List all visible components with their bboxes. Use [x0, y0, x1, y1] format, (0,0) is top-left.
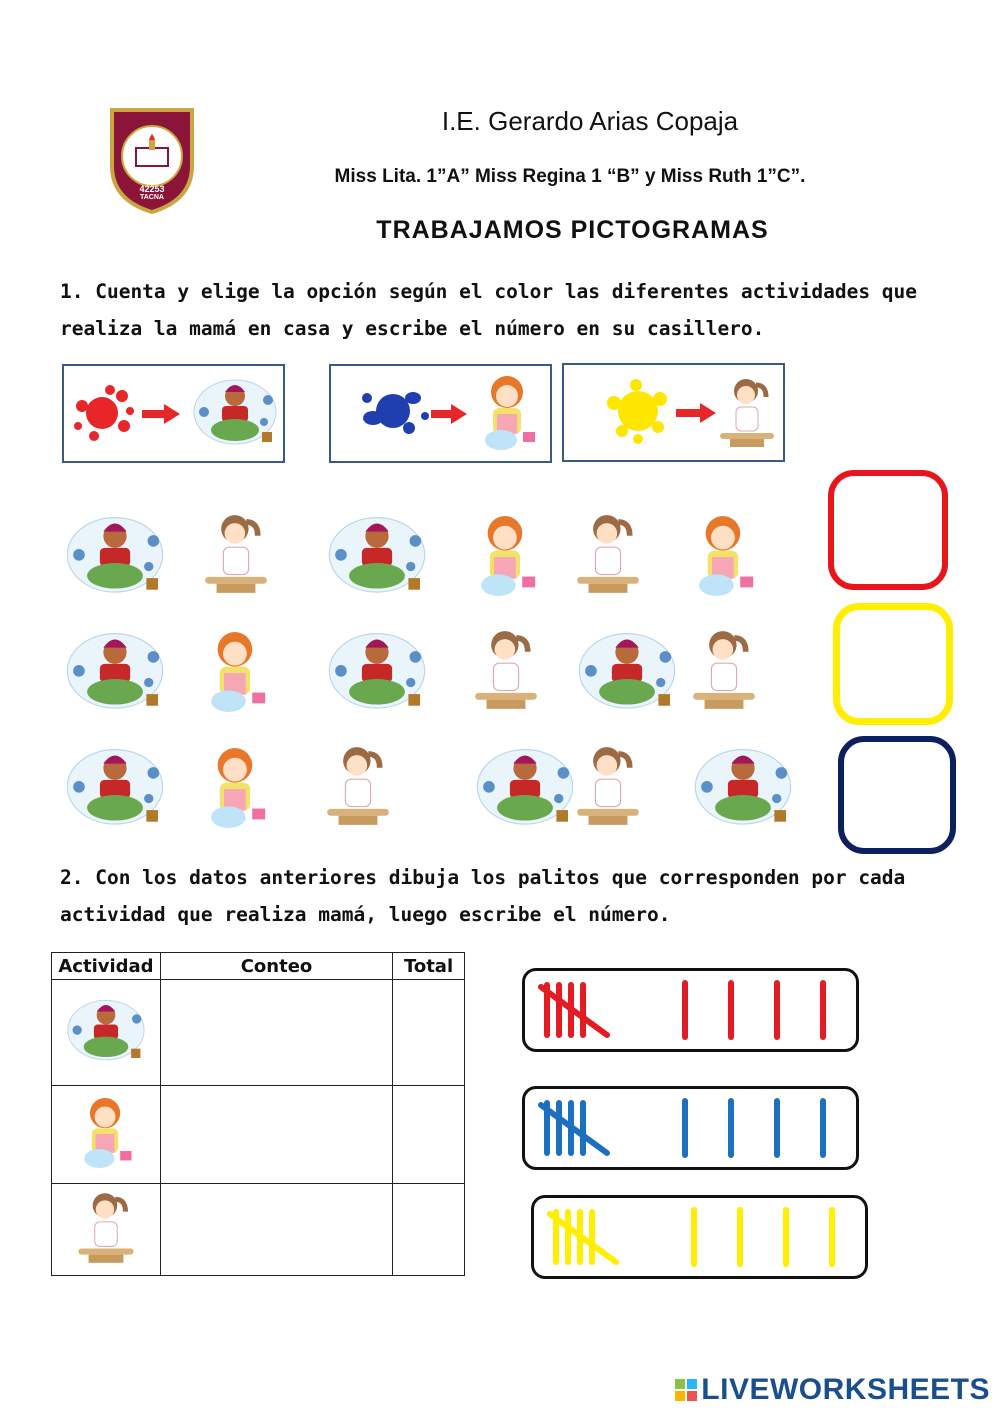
col-header-count: Conteo: [160, 953, 392, 980]
col-header-activity: Actividad: [52, 953, 161, 980]
washing-clothes-icon: [466, 738, 584, 838]
cooking-icon: [568, 506, 648, 602]
table-row: [52, 1086, 465, 1184]
washing-dishes-picture: [196, 738, 276, 842]
school-name: I.E. Gerardo Arias Copaja: [441, 106, 739, 136]
table-row: [52, 980, 465, 1086]
cooking-icon: [568, 738, 648, 834]
tally-table: [51, 952, 465, 1276]
tally-option-blue[interactable]: [522, 1086, 859, 1170]
tally-option-red[interactable]: [522, 968, 859, 1052]
picture-grid: [56, 506, 786, 846]
washing-clothes-icon: [684, 738, 802, 838]
worksheet-title: TRABAJAMOS PICTOGRAMAS: [376, 216, 769, 244]
washing-clothes-icon: [318, 506, 436, 606]
col-header-total: Total: [393, 953, 465, 980]
question-2-line-2: actividad que realiza mamá, luego escribe el número.: [60, 903, 671, 926]
washing-dishes-icon: [71, 1087, 141, 1179]
washing-clothes-icon: [66, 991, 146, 1071]
washing-dishes-icon: [466, 506, 546, 606]
tally-option-yellow[interactable]: [531, 1195, 868, 1279]
cooking-icon: [318, 738, 398, 834]
activity-cell: [52, 1184, 161, 1276]
washing-clothes-icon: [568, 622, 686, 722]
count-cell[interactable]: [160, 980, 392, 1086]
table-row: [52, 1184, 465, 1276]
legend-box-yellow: [562, 363, 785, 462]
cooking-icon: [466, 622, 546, 718]
school-logo: [106, 104, 198, 216]
brand-footer: [675, 1373, 990, 1407]
count-cell[interactable]: [160, 1184, 392, 1276]
liveworksheets-logo-icon: [675, 1375, 697, 1397]
washing-clothes-icon: [56, 622, 174, 722]
cooking-icon: [684, 622, 764, 718]
washing-clothes-icon: [192, 370, 278, 460]
cooking-picture: [318, 738, 398, 838]
cooking-picture: [568, 506, 648, 606]
cooking-icon: [716, 371, 778, 459]
washing-dishes-icon: [684, 506, 764, 606]
question-1-line-1: 1. Cuenta y elige la opción según el color las diferentes actividades que: [60, 280, 918, 303]
logo-code: 42253: [139, 184, 165, 194]
cooking-icon: [196, 506, 276, 602]
washing-dishes-icon: [196, 738, 276, 838]
washing-dishes-picture: [684, 506, 764, 610]
total-cell[interactable]: [393, 980, 465, 1086]
logo-city: TACNA: [140, 194, 164, 201]
total-cell[interactable]: [393, 1184, 465, 1276]
washing-clothes-picture: [684, 738, 802, 842]
question-2-line-1: 2. Con los datos anteriores dibuja los palitos que corresponden por cada: [60, 866, 906, 889]
washing-clothes-picture: [318, 622, 436, 726]
activity-cell: [52, 1086, 161, 1184]
teachers-line: Miss Lita. 1”A” Miss Regina 1 “B” y Miss Ruth 1”C”.: [334, 166, 806, 187]
washing-clothes-icon: [56, 506, 174, 606]
answer-box-yellow[interactable]: [833, 603, 953, 725]
washing-dishes-icon: [196, 622, 276, 722]
legend-box-blue: [329, 364, 552, 463]
total-cell[interactable]: [393, 1086, 465, 1184]
washing-clothes-picture: [318, 506, 436, 610]
cooking-picture: [196, 506, 276, 606]
washing-clothes-icon: [318, 622, 436, 722]
washing-clothes-picture: [56, 622, 174, 726]
answer-box-navy[interactable]: [838, 736, 956, 854]
washing-clothes-picture: [56, 506, 174, 610]
activity-cell: [52, 980, 161, 1086]
cooking-picture: [466, 622, 546, 722]
washing-dishes-picture: [466, 506, 546, 610]
question-2: [60, 859, 940, 933]
answer-box-red[interactable]: [828, 470, 948, 590]
cooking-icon: [71, 1185, 141, 1271]
question-1-line-2: realiza la mamá en casa y escribe el número en su casillero.: [60, 317, 765, 340]
washing-dishes-icon: [471, 370, 545, 460]
question-1: [60, 273, 940, 347]
washing-clothes-picture: [56, 738, 174, 842]
legend-box-red: [62, 364, 285, 463]
cooking-picture: [568, 738, 648, 838]
washing-clothes-picture: [568, 622, 686, 726]
washing-dishes-picture: [196, 622, 276, 726]
count-cell[interactable]: [160, 1086, 392, 1184]
washing-clothes-picture: [466, 738, 584, 842]
brand-name: LIVEWORKSHEETS: [701, 1373, 990, 1406]
cooking-picture: [684, 622, 764, 722]
washing-clothes-icon: [56, 738, 174, 838]
